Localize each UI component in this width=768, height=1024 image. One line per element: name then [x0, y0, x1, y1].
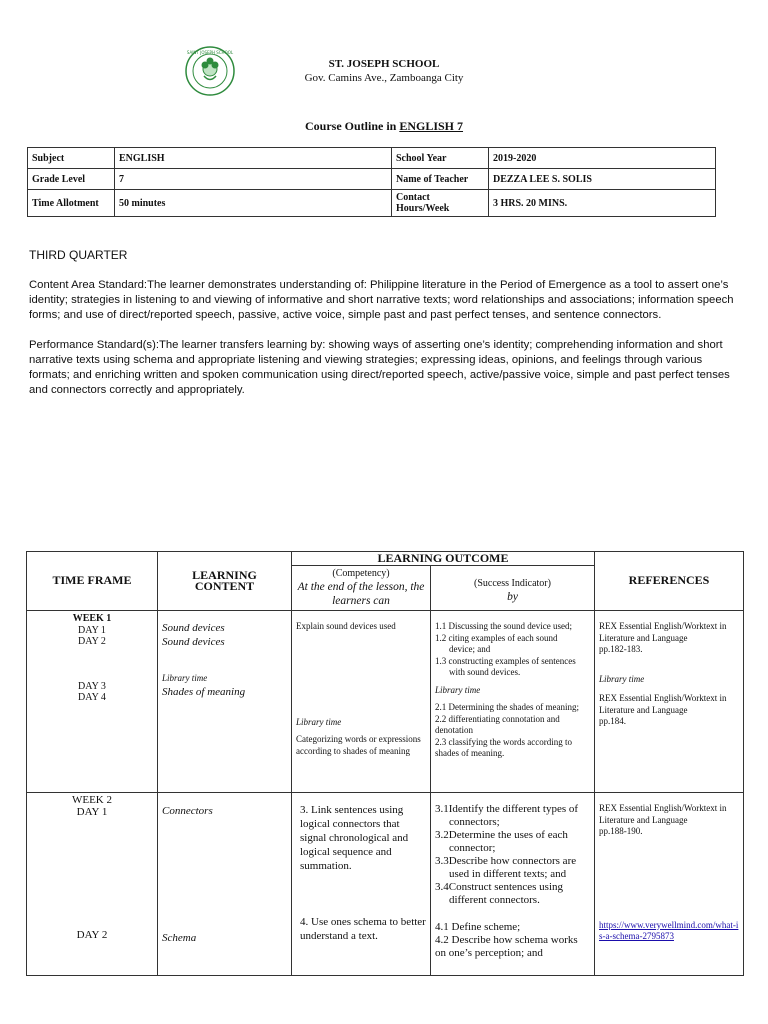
week2-si-6: 4.2 Describe how schema works on one’s perception; and: [435, 934, 578, 959]
learning-outcome-table: [26, 551, 744, 976]
course-info-table: [27, 147, 716, 217]
success-indicator-label: (Success Indicator): [474, 578, 551, 589]
week1-si-3: 1.3 constructing examples of sentences: [435, 655, 576, 666]
week1-content-1: Sound devices: [162, 622, 225, 634]
grade-level-label: Grade Level: [28, 169, 115, 190]
week1-ref-library: Library time: [599, 673, 645, 684]
week1-si-library: Library time: [435, 684, 481, 695]
week1-day2: DAY 2: [78, 636, 106, 647]
week1-si-1: 1.1 Discussing the sound device used;: [435, 621, 572, 631]
week2-label: WEEK 2: [71, 794, 112, 806]
week2-si-3: 3.3Describe how connectors are: [435, 855, 577, 867]
school-year-value: 2019-2020: [489, 148, 716, 169]
week2-si-4b: different connectors.: [449, 894, 540, 906]
table-row: [27, 793, 744, 976]
week2-si-1: 3.1Identify the different types of: [435, 803, 579, 815]
content-standard: Content Area Standard:The learner demonstrates understanding of: Philippine literature in the Period of Emergence as a tool to assert one’s identity; strategies in listening to and viewing of informative and short narrative texts; word relationships and associations; information speech forms; and use of direct/reported speech, passive, active voice, simple past and past perfect tenses, and sentence connectors.: [29, 279, 734, 321]
competency-subtitle: At the end of the lesson, the learners can: [297, 580, 425, 607]
week1-content-3: Library time: [162, 673, 208, 683]
week2-content-1: Connectors: [162, 805, 213, 817]
header-learning-outcome: LEARNING OUTCOME: [292, 552, 595, 566]
week2-si-5: 4.1 Define scheme;: [435, 921, 521, 933]
teacher-label: Name of Teacher: [392, 169, 489, 190]
competency-label: (Competency): [332, 568, 390, 579]
week1-time-frame: [27, 611, 158, 793]
week1-references: [595, 611, 744, 793]
week2-si-1b: connectors;: [449, 816, 500, 828]
week1-ref-2-pages: pp.184.: [599, 716, 626, 726]
week1-ref-1: REX Essential English/Worktext in Literature and Language: [599, 621, 727, 643]
week1-content-2: Sound devices: [162, 636, 225, 648]
week1-competency: [292, 611, 431, 793]
header-references: REFERENCES: [595, 552, 744, 611]
week1-label: WEEK 1: [72, 613, 112, 624]
week1-si-3b: with sound devices.: [449, 667, 521, 677]
header-competency: [292, 566, 431, 611]
quarter-heading: THIRD QUARTER: [29, 248, 128, 262]
week2-success-indicators: [431, 793, 595, 976]
week1-si-5: 2.2 differentiating connotation and denotation: [435, 713, 560, 735]
week1-si-6: 2.3 classifying the words according to shades of meaning.: [435, 736, 572, 758]
week1-competency-2: Library time: [296, 716, 342, 727]
week1-competency-3: Categorizing words or expressions according to shades of meaning: [296, 734, 421, 756]
subject-value: ENGLISH: [115, 148, 392, 169]
week2-competency-1: 3. Link sentences using logical connectors that signal chronological and logical sequence and summation.: [300, 804, 409, 872]
week2-si-3b: used in different texts; and: [449, 868, 567, 880]
subject-label: Subject: [28, 148, 115, 169]
week1-content-4: Shades of meaning: [162, 686, 246, 698]
week1-si-4: 2.1 Determining the shades of meaning;: [435, 702, 579, 712]
week2-content-2: Schema: [162, 932, 197, 944]
school-name: ST. JOSEPH SCHOOL: [328, 58, 440, 70]
week1-competency-1: Explain sound devices used: [296, 621, 396, 631]
performance-standard: Performance Standard(s):The learner transfers learning by: showing ways of asserting one’s identity; comprehending information and short narrative texts using schema and appropriate listening and viewing strategies; expressing ideas, opinions, and feelings through various formats; and enriching written and spoken communication using direct/reported speech, active/passive voice, simple and past perfect tenses and connectors correctly and appropriately.: [29, 339, 730, 396]
contact-hours-label: Contact Hours/Week: [392, 190, 489, 217]
week2-ref-link[interactable]: https://www.verywellmind.com/what-is-a-schema-2795873: [599, 919, 739, 941]
course-title: Course Outline in ENGLISH 7: [304, 119, 464, 133]
week1-content: [158, 611, 292, 793]
time-allotment-value: 50 minutes: [115, 190, 392, 217]
teacher-value: DEZZA LEE S. SOLIS: [489, 169, 716, 190]
week2-competency-2: 4. Use ones schema to better understand a text.: [300, 916, 426, 942]
school-year-label: School Year: [392, 148, 489, 169]
week1-day1: DAY 1: [78, 624, 106, 636]
school-address: Gov. Camins Ave., Zamboanga City: [304, 72, 464, 84]
contact-hours-value: 3 HRS. 20 MINS.: [489, 190, 716, 217]
week2-day2: DAY 2: [76, 929, 108, 941]
week1-success-indicators: [431, 611, 595, 793]
success-indicator-subtitle: by: [507, 590, 518, 603]
week2-day1: DAY 1: [76, 805, 108, 818]
week2-si-4: 3.4Construct sentences using: [435, 881, 564, 893]
week1-si-2b: device; and: [449, 644, 491, 654]
week2-si-2b: connector;: [449, 842, 496, 854]
grade-level-value: 7: [115, 169, 392, 190]
week1-ref-1-pages: pp.182-183.: [599, 644, 643, 654]
header-time-frame: TIME FRAME: [27, 552, 158, 611]
week1-si-2: 1.2 citing examples of each sound: [435, 632, 558, 643]
week1-ref-2: REX Essential English/Worktext in Literature and Language: [599, 693, 727, 715]
header-learning-content: LEARNING CONTENT: [158, 552, 292, 611]
table-row: [27, 611, 744, 793]
week2-si-2: 3.2Determine the uses of each: [435, 829, 568, 841]
week2-ref-1-pages: pp.188-190.: [599, 826, 643, 836]
week1-day4: DAY 4: [78, 692, 106, 703]
school-logo: [184, 45, 236, 97]
header-success-indicator: [431, 566, 595, 611]
time-allotment-label: Time Allotment: [28, 190, 115, 217]
week2-time-frame: [27, 793, 158, 976]
svg-text:SAINT JOSEPH SCHOOL: SAINT JOSEPH SCHOOL: [186, 50, 234, 55]
week2-content: [158, 793, 292, 976]
course-subject: ENGLISH 7: [399, 119, 464, 133]
week2-references: [595, 793, 744, 976]
week2-competency: [292, 793, 431, 976]
week1-day3: DAY 3: [78, 680, 106, 692]
week2-ref-1: REX Essential English/Worktext in Literature and Language: [599, 803, 727, 825]
